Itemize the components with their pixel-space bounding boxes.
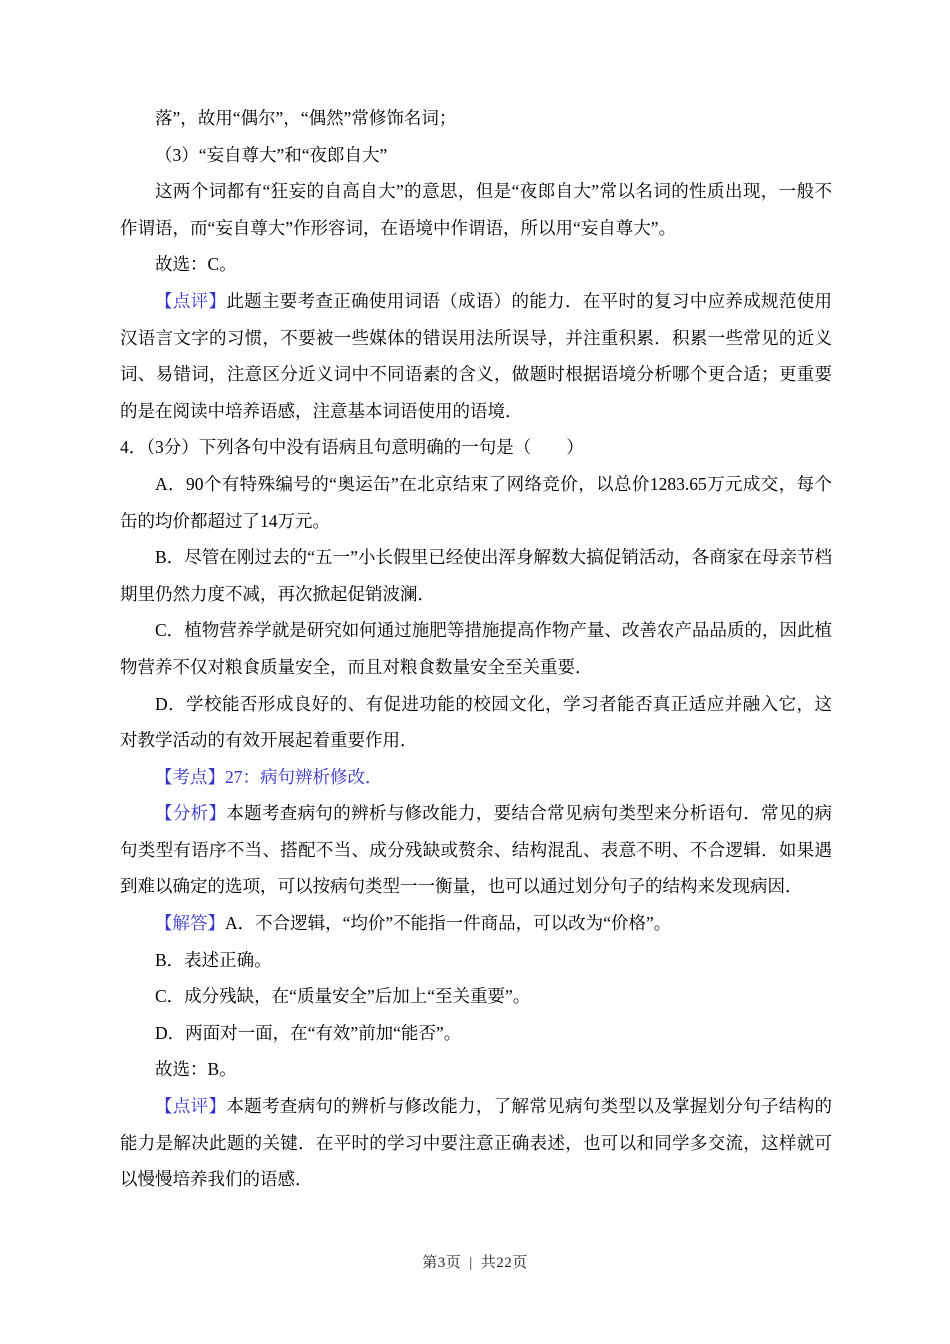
text-segment: 本题考查病句的辨析与修改能力，要结合常见病句类型来分析语句．常见的病句类型有语序不当、搭配不当、成分残缺或赘余、结构混乱、表意不明、不合逻辑．如果遇到难以确定的选项，可以按病句类型一一衡量，也可以通过划分句子的结构来发现病因． [120,803,833,897]
footer-total-pages: 共22页 [480,1255,528,1271]
text-segment: B．表述正确。 [155,949,272,970]
tag-label: 【分析】 [155,803,227,824]
footer-page-number: 第3页 [422,1255,462,1271]
text-segment: C．植物营养学就是研究如何通过施肥等措施提高作物产量、改善农产品品质的，因此植物营养不仅对粮食质量安全，而且对粮食数量安全至关重要． [120,620,832,677]
paragraph [120,137,832,174]
paragraph [120,1051,832,1088]
paragraph [120,283,832,429]
text-segment: D．学校能否形成良好的、有促进功能的校园文化，学习者能否真正适应并融入它，这对教学活动的有效开展起着重要作用． [120,693,832,751]
text-segment: B．尽管在刚过去的“五一”小长假里已经使出浑身解数大搞促销活动，各商家在母亲节档期里仍然力度不减，再次掀起促销波澜． [120,547,832,604]
paragraph [120,539,832,612]
tag-label: 【点评】 [155,290,227,311]
paragraph [120,429,832,466]
paragraph [120,759,832,796]
footer-separator: | [469,1255,473,1271]
text-segment: （3）“妄自尊大”和“夜郎自大” [155,144,388,165]
paragraph [120,466,832,539]
text-segment: 4．（3分）下列各句中没有语病且句意明确的一句是（ ） [120,437,584,458]
paragraph [120,173,832,246]
paragraph [120,905,832,942]
text-segment: D．两面对一面，在“有效”前加“能否”。 [155,1022,462,1043]
page-footer [0,1251,950,1272]
document-content [120,100,832,1198]
text-segment: A．不合逻辑，“均价”不能指一件商品，可以改为“价格”。 [225,913,672,934]
paragraph [120,100,832,137]
paragraph [120,612,832,685]
topic-link: 27：病句辨析修改． [225,766,383,787]
paragraph [120,942,832,979]
paragraph [120,795,832,905]
tag-label: 【解答】 [155,913,225,934]
text-segment: 故选：B。 [155,1059,237,1080]
text-segment: A．90个有特殊编号的“奥运缶”在北京结束了网络竞价，以总价1283.65万元成交，每个缶的均价都超过了14万元。 [120,473,832,531]
tag-label: 【考点】 [155,766,225,787]
text-segment: C．成分残缺，在“质量安全”后加上“至关重要”。 [155,986,531,1007]
paragraph [120,1088,832,1198]
paragraph [120,978,832,1015]
text-segment: 此题主要考查正确使用词语（成语）的能力．在平时的复习中应养成规范使用汉语言文字的习惯，不要被一些媒体的错误用法所误导，并注重积累．积累一些常见的近义词、易错词，注意区分近义词中不同语素的含义，做题时根据语境分析哪个更合适；更重要的是在阅读中培养语感，注意基本词语使用的语境． [120,290,833,421]
text-segment: 故选：C。 [155,254,237,275]
text-segment: 落”，故用“偶尔”，“偶然”常修饰名词； [155,108,457,128]
text-segment: 这两个词都有“狂妄的自高自大”的意思，但是“夜郎自大”常以名词的性质出现，一般不作谓语，而“妄自尊大”作形容词，在语境中作谓语，所以用“妄自尊大”。 [120,181,832,238]
paragraph [120,246,832,283]
text-segment: 本题考查病句的辨析与修改能力，了解常见病句类型以及掌握划分句子结构的能力是解决此题的关键．在平时的学习中要注意正确表述，也可以和同学多交流，这样就可以慢慢培养我们的语感． [120,1096,833,1190]
tag-label: 【点评】 [155,1096,227,1117]
paragraph [120,1015,832,1052]
paragraph [120,686,832,759]
